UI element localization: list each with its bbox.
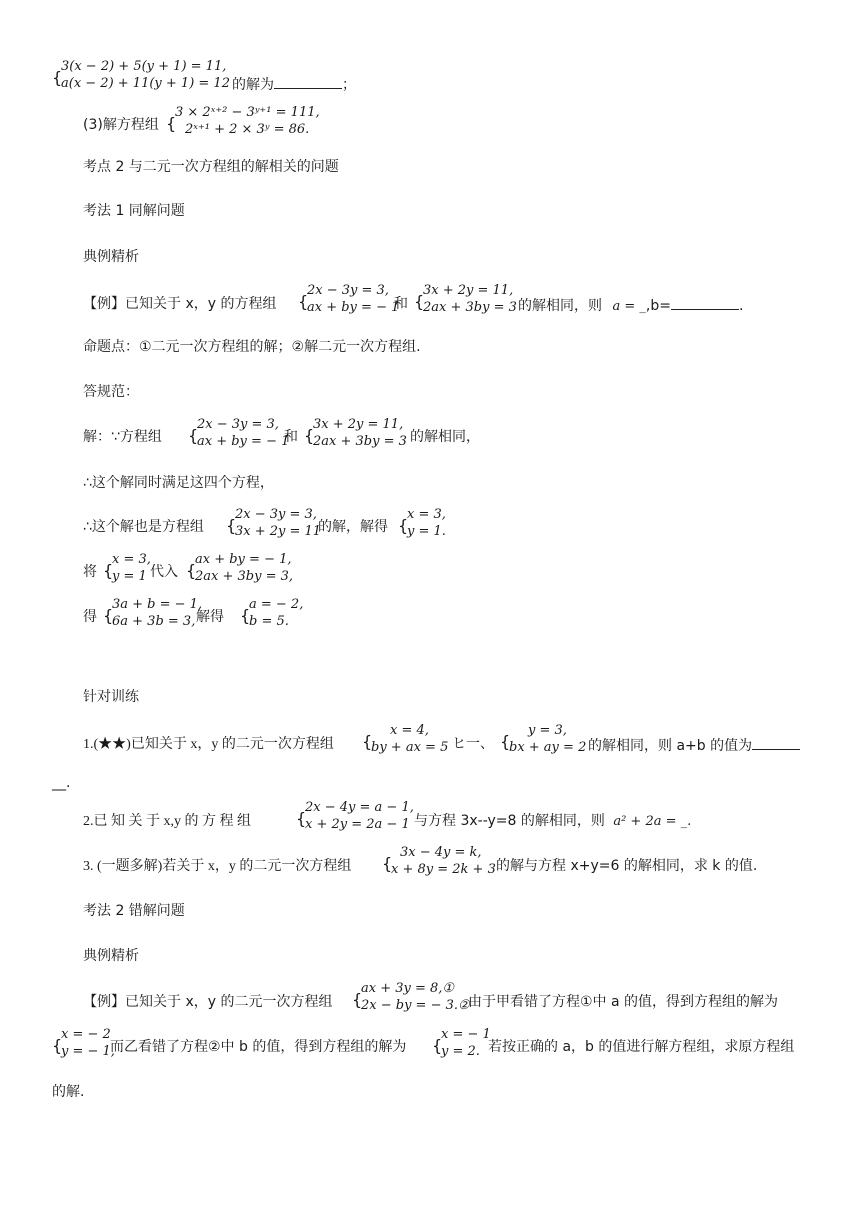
brace-icon: { — [166, 114, 177, 133]
section-heading: 考点 2 与二元一次方程组的解相关的问题 — [83, 159, 339, 175]
method-heading: 考法 1 同解问题 — [83, 203, 185, 219]
equation-2: 2ˣ⁺¹ + 2 × 3ʸ = 86. — [185, 122, 310, 137]
answer-blank[interactable] — [671, 295, 739, 310]
and-text: 和 — [394, 296, 408, 312]
brace-icon: { — [296, 809, 307, 828]
exercise-3-question: 的解与方程 x+y=6 的解相同，求 k 的值. — [496, 858, 758, 874]
example-1-prefix: 【例】已知关于 x，y 的方程组 — [83, 296, 277, 312]
equation-2: a(x − 2) + 11(y + 1) = 12 — [61, 76, 230, 91]
answer-blank[interactable] — [274, 74, 342, 89]
exercise-1-mid: ヒ一、 — [452, 736, 494, 752]
and-text: 和 — [284, 429, 298, 445]
brace-icon: { — [362, 732, 373, 751]
solve-text: 解得 — [196, 609, 224, 625]
exercise-1-question: 的解相同，则 a+b 的值为 — [588, 735, 800, 755]
brace-icon: { — [304, 426, 315, 445]
brace-icon: { — [500, 732, 511, 751]
brace-icon: { — [398, 516, 409, 535]
brace-icon: { — [382, 854, 393, 873]
brace-icon: { — [52, 1036, 63, 1055]
substitute-into: 代入 — [150, 564, 178, 580]
q2-text: 的解为 ； — [232, 74, 356, 94]
example-2-text: 由于甲看错了方程①中 a 的值，得到方程组的解为 — [468, 994, 779, 1010]
practice-heading: 针对训练 — [83, 689, 139, 705]
brace-icon: { — [52, 68, 63, 87]
brace-icon: { — [103, 606, 114, 625]
solution-suffix: 的解相同， — [410, 429, 480, 445]
equation-1: 3 × 2ˣ⁺² − 3ʸ⁺¹ = 111, — [175, 105, 320, 120]
brace-icon: { — [226, 516, 237, 535]
example-2-end: 若按正确的 a，b 的值进行解方程组，求原方程组 — [488, 1039, 795, 1055]
brace-icon: { — [240, 606, 251, 625]
exercise-3-prefix: 3. (一题多解)若关于 x，y 的二元一次方程组 — [83, 859, 352, 874]
example-heading: 典例精析 — [83, 948, 139, 964]
example-2-mid: 而乙看错了方程②中 b 的值，得到方程组的解为 — [110, 1039, 407, 1055]
answer-blank[interactable] — [752, 735, 800, 750]
solution-prefix: 解：∵方程组 — [83, 429, 162, 445]
brace-icon: { — [432, 1036, 443, 1055]
example-2-prefix: 【例】已知关于 x，y 的二元一次方程组 — [83, 994, 333, 1010]
brace-icon: { — [298, 292, 309, 311]
example-1-question: 的解相同，则 a = _,b= . — [518, 295, 743, 316]
answer-standard: 答规范： — [83, 384, 139, 400]
brace-icon: { — [188, 426, 199, 445]
exercise-2-question: 与方程 3x--y=8 的解相同，则 a² + 2a = _. — [414, 813, 692, 829]
equation-1: 3(x − 2) + 5(y + 1) = 11, — [61, 59, 227, 74]
brace-icon: { — [414, 292, 425, 311]
substitute-label: 将 — [83, 564, 97, 580]
example-heading: 典例精析 — [83, 249, 139, 265]
brace-icon: { — [103, 561, 114, 580]
solve-text: 的解，解得 — [318, 519, 388, 535]
exercise-1-tail: __. — [52, 775, 71, 791]
example-2-last: 的解. — [52, 1084, 85, 1100]
q3-prefix: (3)解方程组 — [83, 117, 159, 133]
brace-icon: { — [352, 990, 363, 1009]
method-heading: 考法 2 错解问题 — [83, 903, 185, 919]
therefore-line-1: ∴这个解同时满足这四个方程， — [83, 475, 274, 491]
proposition-points: 命题点：①二元一次方程组的解；②解二元一次方程组. — [83, 339, 421, 355]
therefore-line-2: ∴这个解也是方程组 — [83, 519, 204, 535]
obtain-label: 得 — [83, 609, 97, 625]
exercise-2-prefix: 2.已 知 关 于 x,y 的 方 程 组 — [83, 814, 251, 829]
exercise-1-prefix: 1.(★★)已知关于 x，y 的二元一次方程组 — [83, 737, 334, 752]
brace-icon: { — [186, 561, 197, 580]
